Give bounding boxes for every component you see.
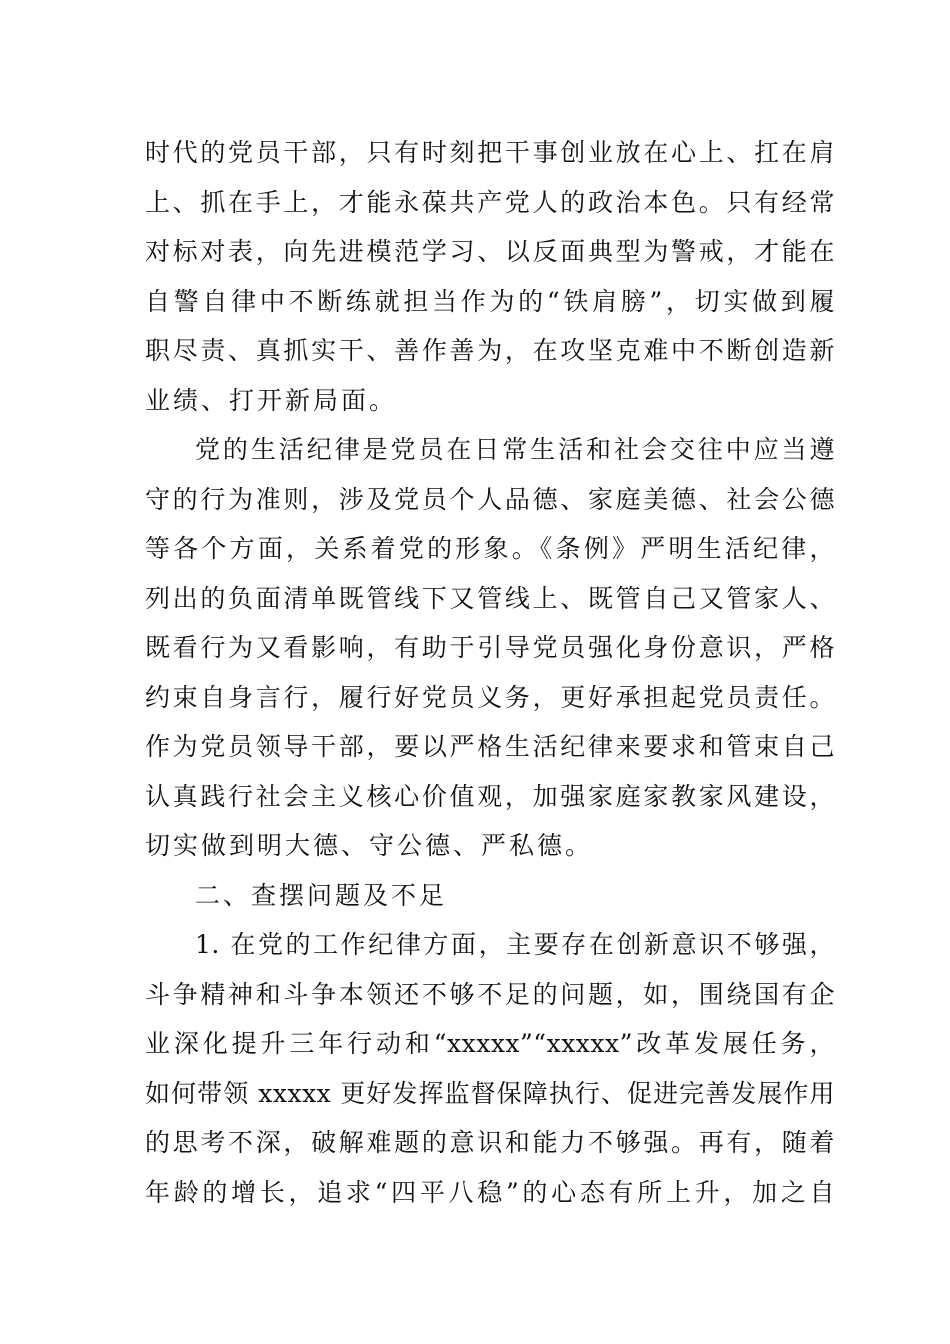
- text-line: 二、查摆问题及不足: [195, 880, 448, 910]
- text-line: 对标对表，向先进模范学习、以反面典型为警戒，才能在: [145, 237, 835, 266]
- text-line: 切实做到明大德、守公德、严私德。: [145, 831, 594, 860]
- text-line: 既看行为又看影响，有助于引导党员强化身份意识，严格: [145, 633, 835, 662]
- text-line: 等各个方面，关系着党的形象。《条例》严明生活纪律，: [145, 534, 835, 563]
- text-line: 列出的负面清单既管线下又管线上、既管自己又管家人、: [145, 583, 835, 613]
- text-line: 约束自身言行，履行好党员义务，更好承担起党员责任。: [145, 682, 835, 712]
- text-line: 上、抓在手上，才能永葆共产党人的政治本色。只有经常: [145, 187, 835, 217]
- text-line: 的思考不深，破解难题的意识和能力不够强。再有，随着: [145, 1128, 835, 1157]
- text-line: 业绩、打开新局面。: [145, 385, 398, 415]
- text-line: 守的行为准则，涉及党员个人品德、家庭美德、社会公德: [145, 484, 835, 514]
- text-line: 职尽责、真抓实干、善作善为，在攻坚克难中不断创造新: [145, 336, 835, 365]
- text-line: 斗争精神和斗争本领还不够不足的问题，如，围绕国有企: [145, 979, 835, 1009]
- text-line: 时代的党员干部，只有时刻把干事创业放在心上、扛在肩: [145, 138, 835, 167]
- text-line: 作为党员领导干部，要以严格生活纪律来要求和管束自己: [145, 732, 835, 761]
- text-line: 年龄的增长，追求“四平八稳”的心态有所上升，加之自: [145, 1177, 835, 1207]
- text-line: 业深化提升三年行动和“xxxxx”“xxxxx”改革发展任务，: [145, 1029, 835, 1058]
- text-line: 认真践行社会主义核心价值观，加强家庭家教家风建设，: [145, 781, 835, 811]
- text-line: 如何带领 xxxxx 更好发挥监督保障执行、促进完善发展作用: [145, 1078, 835, 1108]
- text-line: 自警自律中不断练就担当作为的“铁肩膀”，切实做到履: [145, 286, 835, 316]
- text-line: 1. 在党的工作纪律方面，主要存在创新意识不够强，: [195, 930, 835, 959]
- text-line: 党的生活纪律是党员在日常生活和社会交往中应当遵: [195, 435, 835, 464]
